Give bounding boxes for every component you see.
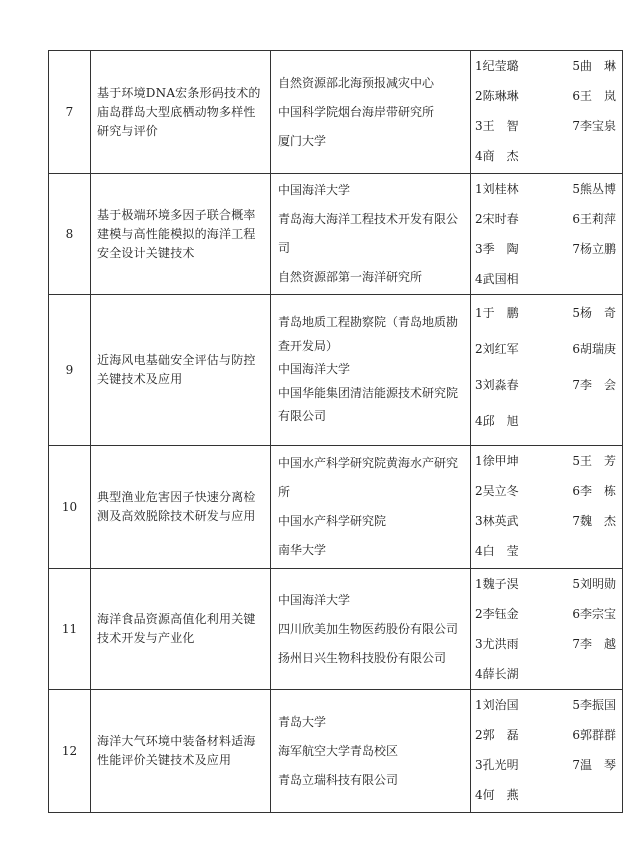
- contributor: 1刘桂林: [475, 182, 519, 196]
- contributors: [471, 690, 623, 813]
- contributor: 2陈琳琳: [475, 89, 519, 103]
- organization: 青岛地质工程勘察院（青岛地质勘查开发局）: [278, 315, 459, 353]
- organization: 中国海洋大学: [278, 362, 351, 377]
- contributor: 3林英武: [475, 514, 519, 528]
- project-title-text: 典型渔业危害因子快速分离检测及高效脱除技术研发与应用: [97, 490, 256, 523]
- contributor: 3尤洪雨: [475, 637, 519, 651]
- contributor: 3季 陶: [475, 242, 519, 256]
- organizations: [271, 690, 471, 813]
- organization: 中国华能集团清洁能源技术研究院有限公司: [278, 385, 459, 424]
- project-title: [91, 690, 271, 813]
- table-row: [49, 174, 623, 295]
- contributors: [471, 295, 623, 446]
- organization: 中国水产科学研究院: [278, 514, 387, 528]
- contributor: [550, 659, 619, 689]
- contributors: [471, 446, 623, 569]
- contributor: 5曲 琳: [572, 59, 616, 73]
- organization: 中国海洋大学: [278, 592, 351, 607]
- organization: 自然资源部北海预报减灾中心: [278, 75, 435, 90]
- organizations: [271, 569, 471, 690]
- contributors: [471, 51, 623, 174]
- project-title-text: 基于环境DNA宏条形码技术的庙岛群岛大型底栖动物多样性研究与评价: [97, 85, 261, 138]
- contributor: [550, 403, 619, 439]
- table-row: [49, 295, 623, 446]
- contributor: 2刘红军: [475, 342, 519, 356]
- contributor: 5杨 奇: [572, 306, 616, 320]
- contributor: [550, 536, 619, 566]
- contributor: 6郭群群: [572, 728, 616, 742]
- contributor: 7李 越: [572, 637, 616, 651]
- contributor: 6王 岚: [572, 89, 616, 103]
- contributor: 2吴立冬: [475, 484, 519, 498]
- contributor: 4白 莹: [475, 544, 519, 558]
- project-title-text: 近海风电基础安全评估与防控关键技术及应用: [97, 353, 256, 386]
- row-number: [49, 569, 91, 690]
- organizations: [271, 51, 471, 174]
- organization: 自然资源部第一海洋研究所: [278, 270, 423, 284]
- contributor: 3孔光明: [475, 758, 519, 772]
- contributor: 4邱 旭: [475, 414, 519, 428]
- row-number-text: 10: [61, 499, 78, 514]
- contributor: 7杨立鹏: [572, 242, 616, 256]
- row-number: [49, 690, 91, 813]
- contributor: 2李钰金: [475, 607, 519, 621]
- contributor: 3王 智: [475, 119, 519, 133]
- contributor: [550, 264, 619, 294]
- project-title: [91, 174, 271, 295]
- contributor: 6胡瑞庚: [572, 342, 616, 356]
- project-title: [91, 295, 271, 446]
- contributor: 4武国相: [475, 272, 519, 286]
- contributor: 1魏子淏: [475, 577, 519, 591]
- row-number-text: 7: [65, 104, 74, 119]
- organization: 青岛海大海洋工程技术开发有限公司: [278, 212, 459, 255]
- organizations: [271, 295, 471, 446]
- contributor: 4薛长湖: [475, 667, 519, 681]
- project-title: [91, 51, 271, 174]
- contributor: 1于 鹏: [475, 306, 519, 320]
- organization: 中国海洋大学: [278, 183, 351, 197]
- organization: 青岛大学: [278, 714, 327, 729]
- contributor: 5熊丛博: [572, 182, 616, 196]
- contributor: 3刘淼春: [475, 378, 519, 392]
- table-row: [49, 569, 623, 690]
- project-title: [91, 569, 271, 690]
- project-title-text: 海洋大气环境中装备材料适海性能评价关键技术及应用: [97, 734, 256, 767]
- project-title: [91, 446, 271, 569]
- organization: 中国水产科学研究院黄海水产研究所: [278, 456, 459, 499]
- contributor: 7温 琴: [572, 758, 616, 772]
- organization: 厦门大学: [278, 133, 327, 148]
- row-number: [49, 295, 91, 446]
- row-number-text: 8: [65, 226, 74, 241]
- row-number: [49, 446, 91, 569]
- table-row: [49, 446, 623, 569]
- row-number: [49, 51, 91, 174]
- contributor: 4商 杰: [475, 149, 519, 163]
- organization: 中国科学院烟台海岸带研究所: [278, 104, 435, 119]
- table-row: [49, 690, 623, 813]
- row-number: [49, 174, 91, 295]
- organization: 扬州日兴生物科技股份有限公司: [278, 650, 447, 665]
- contributor: 5刘明勋: [572, 577, 616, 591]
- row-number-text: 12: [61, 743, 78, 758]
- awards-table: [48, 50, 623, 813]
- organization: 南华大学: [278, 543, 327, 557]
- contributor: 5李振国: [572, 698, 616, 712]
- contributor: 2宋时春: [475, 212, 519, 226]
- contributor: 1纪莹璐: [475, 59, 519, 73]
- row-number-text: 11: [61, 621, 78, 636]
- contributor: 6王莉萍: [572, 212, 616, 226]
- contributor: 6李 栋: [572, 484, 616, 498]
- organization: 海军航空大学青岛校区: [278, 743, 399, 758]
- table-row: [49, 51, 623, 174]
- contributor: [550, 141, 619, 171]
- contributors: [471, 569, 623, 690]
- contributor: 7李 会: [572, 378, 616, 392]
- organization: 四川欣美加生物医药股份有限公司: [278, 621, 459, 636]
- contributor: 6李宗宝: [572, 607, 616, 621]
- contributor: 2郭 磊: [475, 728, 519, 742]
- contributors: [471, 174, 623, 295]
- contributor: 4何 燕: [475, 788, 519, 802]
- contributor: 7魏 杰: [572, 514, 616, 528]
- contributor: [550, 780, 619, 810]
- contributor: 7李宝泉: [572, 119, 616, 133]
- row-number-text: 9: [65, 362, 74, 377]
- project-title-text: 海洋食品资源高值化利用关键技术开发与产业化: [97, 612, 256, 645]
- organizations: [271, 446, 471, 569]
- organizations: [271, 174, 471, 295]
- contributor: 1徐甲坤: [475, 454, 519, 468]
- organization: 青岛立瑞科技有限公司: [278, 772, 399, 787]
- project-title-text: 基于极端环境多因子联合概率建模与高性能模拟的海洋工程安全设计关键技术: [97, 207, 256, 260]
- contributor: 1刘治国: [475, 698, 519, 712]
- contributor: 5王 芳: [572, 454, 616, 468]
